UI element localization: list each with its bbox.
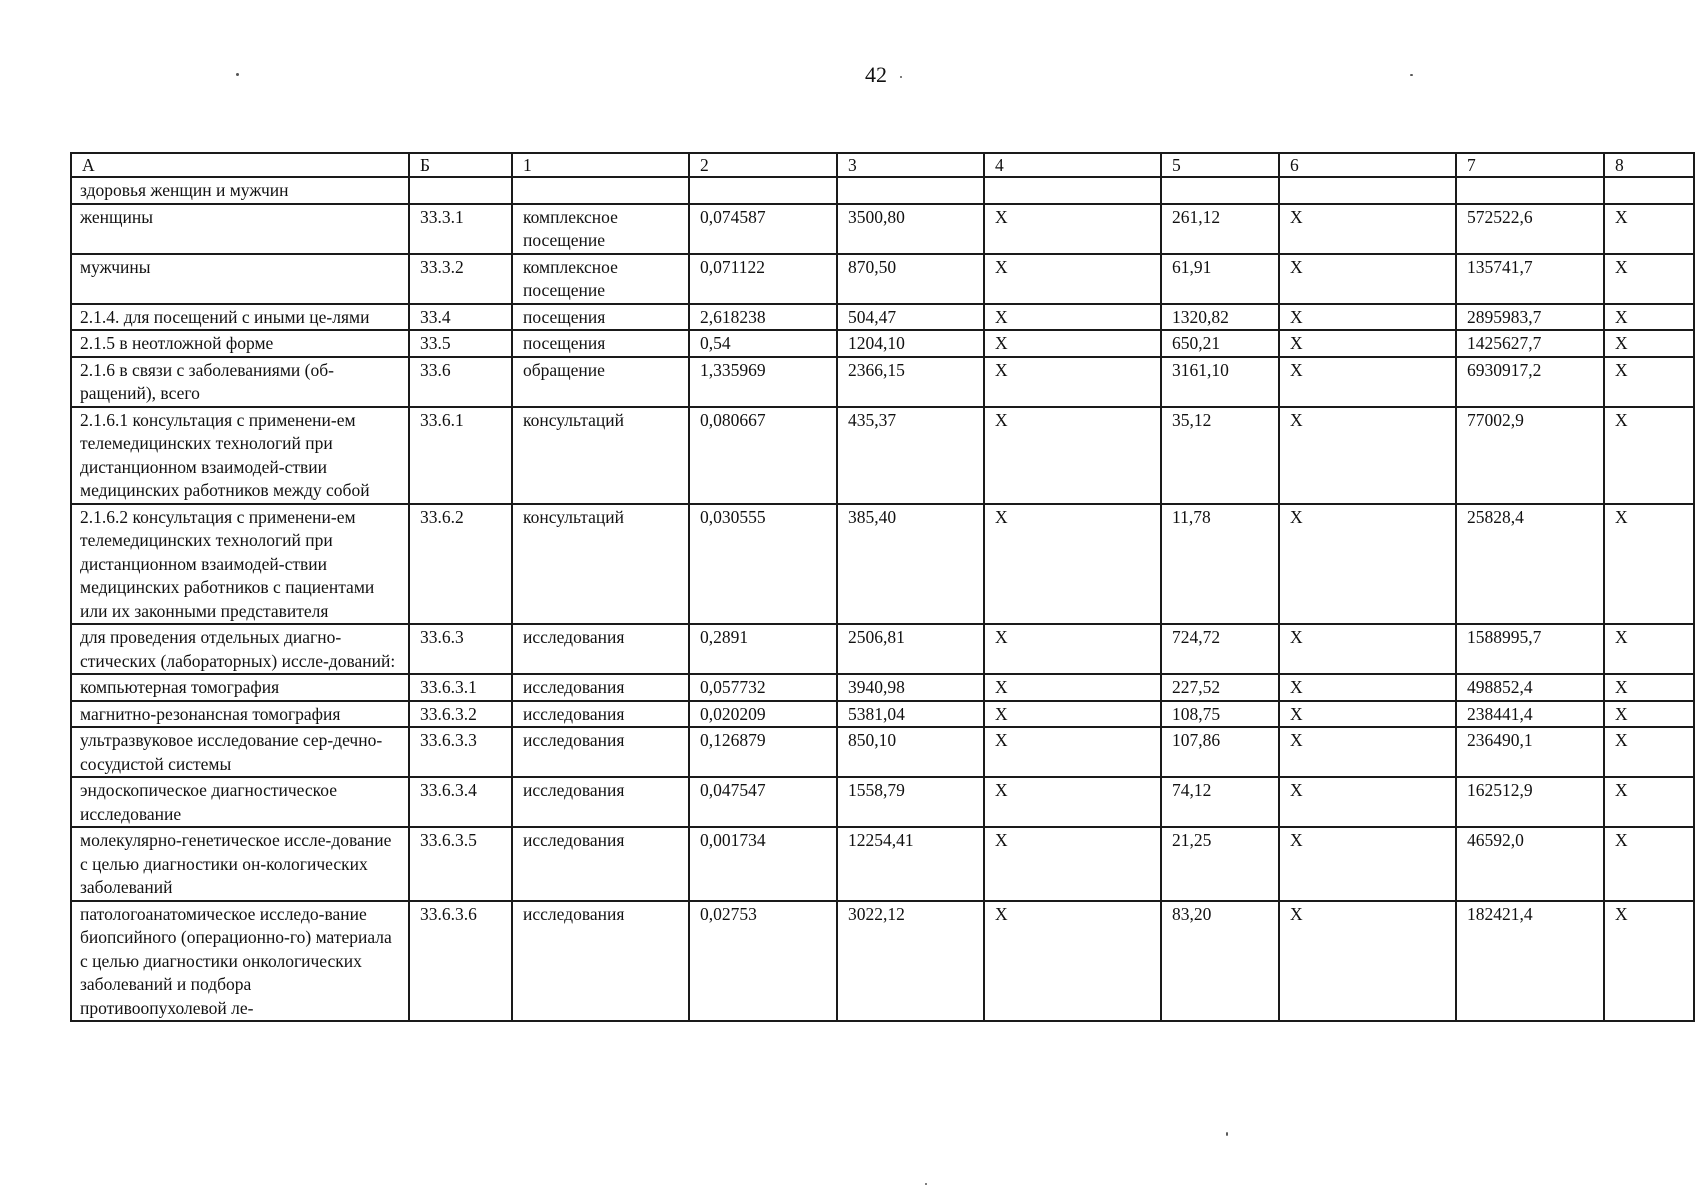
col2-cell: 0,2891 [689, 624, 837, 674]
col4-cell: X [984, 624, 1161, 674]
row-unit-cell: посещения [512, 304, 689, 331]
col6-cell: X [1279, 254, 1456, 304]
col2-cell: 0,030555 [689, 504, 837, 625]
row-unit-cell: исследования [512, 727, 689, 777]
row-unit-cell: консультаций [512, 504, 689, 625]
col7-cell: 2895983,7 [1456, 304, 1604, 331]
col4-cell: X [984, 674, 1161, 701]
row-name-cell: магнитно-резонансная томография [71, 701, 409, 728]
col8-cell: X [1604, 304, 1694, 331]
col5-cell: 3161,10 [1161, 357, 1279, 407]
col4-cell: X [984, 204, 1161, 254]
col5-cell: 61,91 [1161, 254, 1279, 304]
col4-cell: X [984, 504, 1161, 625]
col2-cell: 0,074587 [689, 204, 837, 254]
row-unit-cell [512, 177, 689, 204]
table-row [71, 701, 1694, 728]
col6-cell: X [1279, 674, 1456, 701]
header-cell-8: 8 [1604, 153, 1694, 177]
table-row [71, 827, 1694, 901]
col2-cell: 0,02753 [689, 901, 837, 1022]
header-cell-5: 5 [1161, 153, 1279, 177]
row-code-cell: 33.6.2 [409, 504, 512, 625]
col2-cell: 0,057732 [689, 674, 837, 701]
header-cell-a: А [71, 153, 409, 177]
col5-cell: 74,12 [1161, 777, 1279, 827]
col8-cell: X [1604, 330, 1694, 357]
table-row [71, 357, 1694, 407]
col4-cell: X [984, 330, 1161, 357]
col8-cell [1604, 177, 1694, 204]
row-name-cell: для проведения отдельных диагно-стических (лабораторных) иссле-дований: [71, 624, 409, 674]
col6-cell: X [1279, 204, 1456, 254]
col8-cell: X [1604, 674, 1694, 701]
table-row [71, 330, 1694, 357]
col7-cell: 1425627,7 [1456, 330, 1604, 357]
col7-cell: 1588995,7 [1456, 624, 1604, 674]
col3-cell: 3940,98 [837, 674, 984, 701]
col6-cell: X [1279, 727, 1456, 777]
row-code-cell: 33.6.3 [409, 624, 512, 674]
col4-cell [984, 177, 1161, 204]
row-code-cell: 33.6.3.5 [409, 827, 512, 901]
row-unit-cell: исследования [512, 701, 689, 728]
table-row [71, 624, 1694, 674]
col8-cell: X [1604, 777, 1694, 827]
table-row [71, 674, 1694, 701]
col6-cell: X [1279, 407, 1456, 504]
col5-cell: 83,20 [1161, 901, 1279, 1022]
col7-cell [1456, 177, 1604, 204]
row-code-cell: 33.6 [409, 357, 512, 407]
header-cell-b: Б [409, 153, 512, 177]
col4-cell: X [984, 254, 1161, 304]
row-unit-cell: комплексное посещение [512, 204, 689, 254]
row-code-cell: 33.6.3.3 [409, 727, 512, 777]
table-row [71, 304, 1694, 331]
col7-cell: 572522,6 [1456, 204, 1604, 254]
col7-cell: 46592,0 [1456, 827, 1604, 901]
col4-cell: X [984, 827, 1161, 901]
row-unit-cell: исследования [512, 674, 689, 701]
data-table [70, 152, 1695, 1022]
row-name-cell: мужчины [71, 254, 409, 304]
row-name-cell: 2.1.6.2 консультация с применени-ем телемедицинских технологий при дистанционном взаимодей-ствии медицинских работников с пациентами или их законными представителя [71, 504, 409, 625]
col4-cell: X [984, 901, 1161, 1022]
col6-cell: X [1279, 901, 1456, 1022]
scan-speck [1226, 1132, 1228, 1136]
col3-cell: 3500,80 [837, 204, 984, 254]
row-unit-cell: исследования [512, 827, 689, 901]
row-code-cell: 33.3.1 [409, 204, 512, 254]
row-name-cell: 2.1.6.1 консультация с применени-ем телемедицинских технологий при дистанционном взаимодей-ствии медицинских работников между собой [71, 407, 409, 504]
col3-cell: 385,40 [837, 504, 984, 625]
col6-cell: X [1279, 330, 1456, 357]
row-code-cell: 33.6.3.4 [409, 777, 512, 827]
col8-cell: X [1604, 254, 1694, 304]
row-name-cell: эндоскопическое диагностическое исследование [71, 777, 409, 827]
scan-speck [900, 76, 902, 78]
col7-cell: 77002,9 [1456, 407, 1604, 504]
col2-cell: 2,618238 [689, 304, 837, 331]
col2-cell: 0,047547 [689, 777, 837, 827]
col5-cell: 35,12 [1161, 407, 1279, 504]
row-code-cell: 33.6.3.6 [409, 901, 512, 1022]
col3-cell: 504,47 [837, 304, 984, 331]
row-unit-cell: комплексное посещение [512, 254, 689, 304]
col6-cell: X [1279, 827, 1456, 901]
col5-cell: 108,75 [1161, 701, 1279, 728]
row-code-cell: 33.4 [409, 304, 512, 331]
col3-cell: 870,50 [837, 254, 984, 304]
row-code-cell [409, 177, 512, 204]
row-unit-cell: исследования [512, 777, 689, 827]
header-cell-2: 2 [689, 153, 837, 177]
col3-cell: 1558,79 [837, 777, 984, 827]
col8-cell: X [1604, 827, 1694, 901]
col8-cell: X [1604, 701, 1694, 728]
col2-cell: 1,335969 [689, 357, 837, 407]
col8-cell: X [1604, 727, 1694, 777]
col7-cell: 182421,4 [1456, 901, 1604, 1022]
row-name-cell: 2.1.5 в неотложной форме [71, 330, 409, 357]
row-code-cell: 33.3.2 [409, 254, 512, 304]
row-code-cell: 33.5 [409, 330, 512, 357]
col8-cell: X [1604, 624, 1694, 674]
table-row [71, 254, 1694, 304]
col8-cell: X [1604, 901, 1694, 1022]
row-unit-cell: исследования [512, 624, 689, 674]
col5-cell: 21,25 [1161, 827, 1279, 901]
col6-cell: X [1279, 504, 1456, 625]
col5-cell: 1320,82 [1161, 304, 1279, 331]
col3-cell: 3022,12 [837, 901, 984, 1022]
col5-cell: 724,72 [1161, 624, 1279, 674]
col2-cell: 0,54 [689, 330, 837, 357]
col2-cell: 0,001734 [689, 827, 837, 901]
col6-cell: X [1279, 304, 1456, 331]
col3-cell: 1204,10 [837, 330, 984, 357]
row-name-cell: ультразвуковое исследование сер-дечно-сосудистой системы [71, 727, 409, 777]
col3-cell: 12254,41 [837, 827, 984, 901]
col3-cell: 5381,04 [837, 701, 984, 728]
row-name-cell: здоровья женщин и мужчин [71, 177, 409, 204]
row-unit-cell: обращение [512, 357, 689, 407]
table-row [71, 204, 1694, 254]
col3-cell [837, 177, 984, 204]
col4-cell: X [984, 304, 1161, 331]
row-name-cell: 2.1.6 в связи с заболеваниями (об-ращений), всего [71, 357, 409, 407]
col3-cell: 850,10 [837, 727, 984, 777]
col3-cell: 2506,81 [837, 624, 984, 674]
col2-cell [689, 177, 837, 204]
header-cell-1: 1 [512, 153, 689, 177]
row-code-cell: 33.6.1 [409, 407, 512, 504]
table-header-row [71, 153, 1694, 177]
row-code-cell: 33.6.3.1 [409, 674, 512, 701]
col4-cell: X [984, 777, 1161, 827]
col4-cell: X [984, 357, 1161, 407]
col8-cell: X [1604, 204, 1694, 254]
scan-speck [236, 73, 239, 76]
col2-cell: 0,071122 [689, 254, 837, 304]
col2-cell: 0,080667 [689, 407, 837, 504]
col5-cell: 227,52 [1161, 674, 1279, 701]
col3-cell: 2366,15 [837, 357, 984, 407]
col6-cell: X [1279, 777, 1456, 827]
col8-cell: X [1604, 357, 1694, 407]
col7-cell: 25828,4 [1456, 504, 1604, 625]
col6-cell: X [1279, 701, 1456, 728]
table-row [71, 901, 1694, 1022]
header-cell-7: 7 [1456, 153, 1604, 177]
header-cell-4: 4 [984, 153, 1161, 177]
col8-cell: X [1604, 504, 1694, 625]
col7-cell: 236490,1 [1456, 727, 1604, 777]
col7-cell: 162512,9 [1456, 777, 1604, 827]
row-name-cell: патологоанатомическое исследо-вание биопсийного (операционно-го) материала с целью диагностики онкологических заболеваний и подбора противоопухолевой ле- [71, 901, 409, 1022]
scan-speck [1410, 74, 1413, 76]
col6-cell: X [1279, 357, 1456, 407]
row-unit-cell: исследования [512, 901, 689, 1022]
col2-cell: 0,126879 [689, 727, 837, 777]
col5-cell: 650,21 [1161, 330, 1279, 357]
col4-cell: X [984, 701, 1161, 728]
scan-speck [925, 1183, 927, 1185]
col6-cell: X [1279, 624, 1456, 674]
row-unit-cell: консультаций [512, 407, 689, 504]
col5-cell: 107,86 [1161, 727, 1279, 777]
col6-cell [1279, 177, 1456, 204]
row-name-cell: 2.1.4. для посещений с иными це-лями [71, 304, 409, 331]
row-unit-cell: посещения [512, 330, 689, 357]
page-number: 42 [865, 62, 887, 87]
table-row [71, 177, 1694, 204]
table-row [71, 407, 1694, 504]
header-cell-3: 3 [837, 153, 984, 177]
row-name-cell: компьютерная томография [71, 674, 409, 701]
col4-cell: X [984, 727, 1161, 777]
col5-cell: 11,78 [1161, 504, 1279, 625]
row-name-cell: женщины [71, 204, 409, 254]
table-row [71, 504, 1694, 625]
col7-cell: 238441,4 [1456, 701, 1604, 728]
col8-cell: X [1604, 407, 1694, 504]
table-row [71, 727, 1694, 777]
header-cell-6: 6 [1279, 153, 1456, 177]
col7-cell: 135741,7 [1456, 254, 1604, 304]
col5-cell: 261,12 [1161, 204, 1279, 254]
col2-cell: 0,020209 [689, 701, 837, 728]
table-row [71, 777, 1694, 827]
col5-cell [1161, 177, 1279, 204]
col3-cell: 435,37 [837, 407, 984, 504]
row-name-cell: молекулярно-генетическое иссле-дование с целью диагностики он-кологических заболеваний [71, 827, 409, 901]
row-code-cell: 33.6.3.2 [409, 701, 512, 728]
col4-cell: X [984, 407, 1161, 504]
col7-cell: 498852,4 [1456, 674, 1604, 701]
col7-cell: 6930917,2 [1456, 357, 1604, 407]
